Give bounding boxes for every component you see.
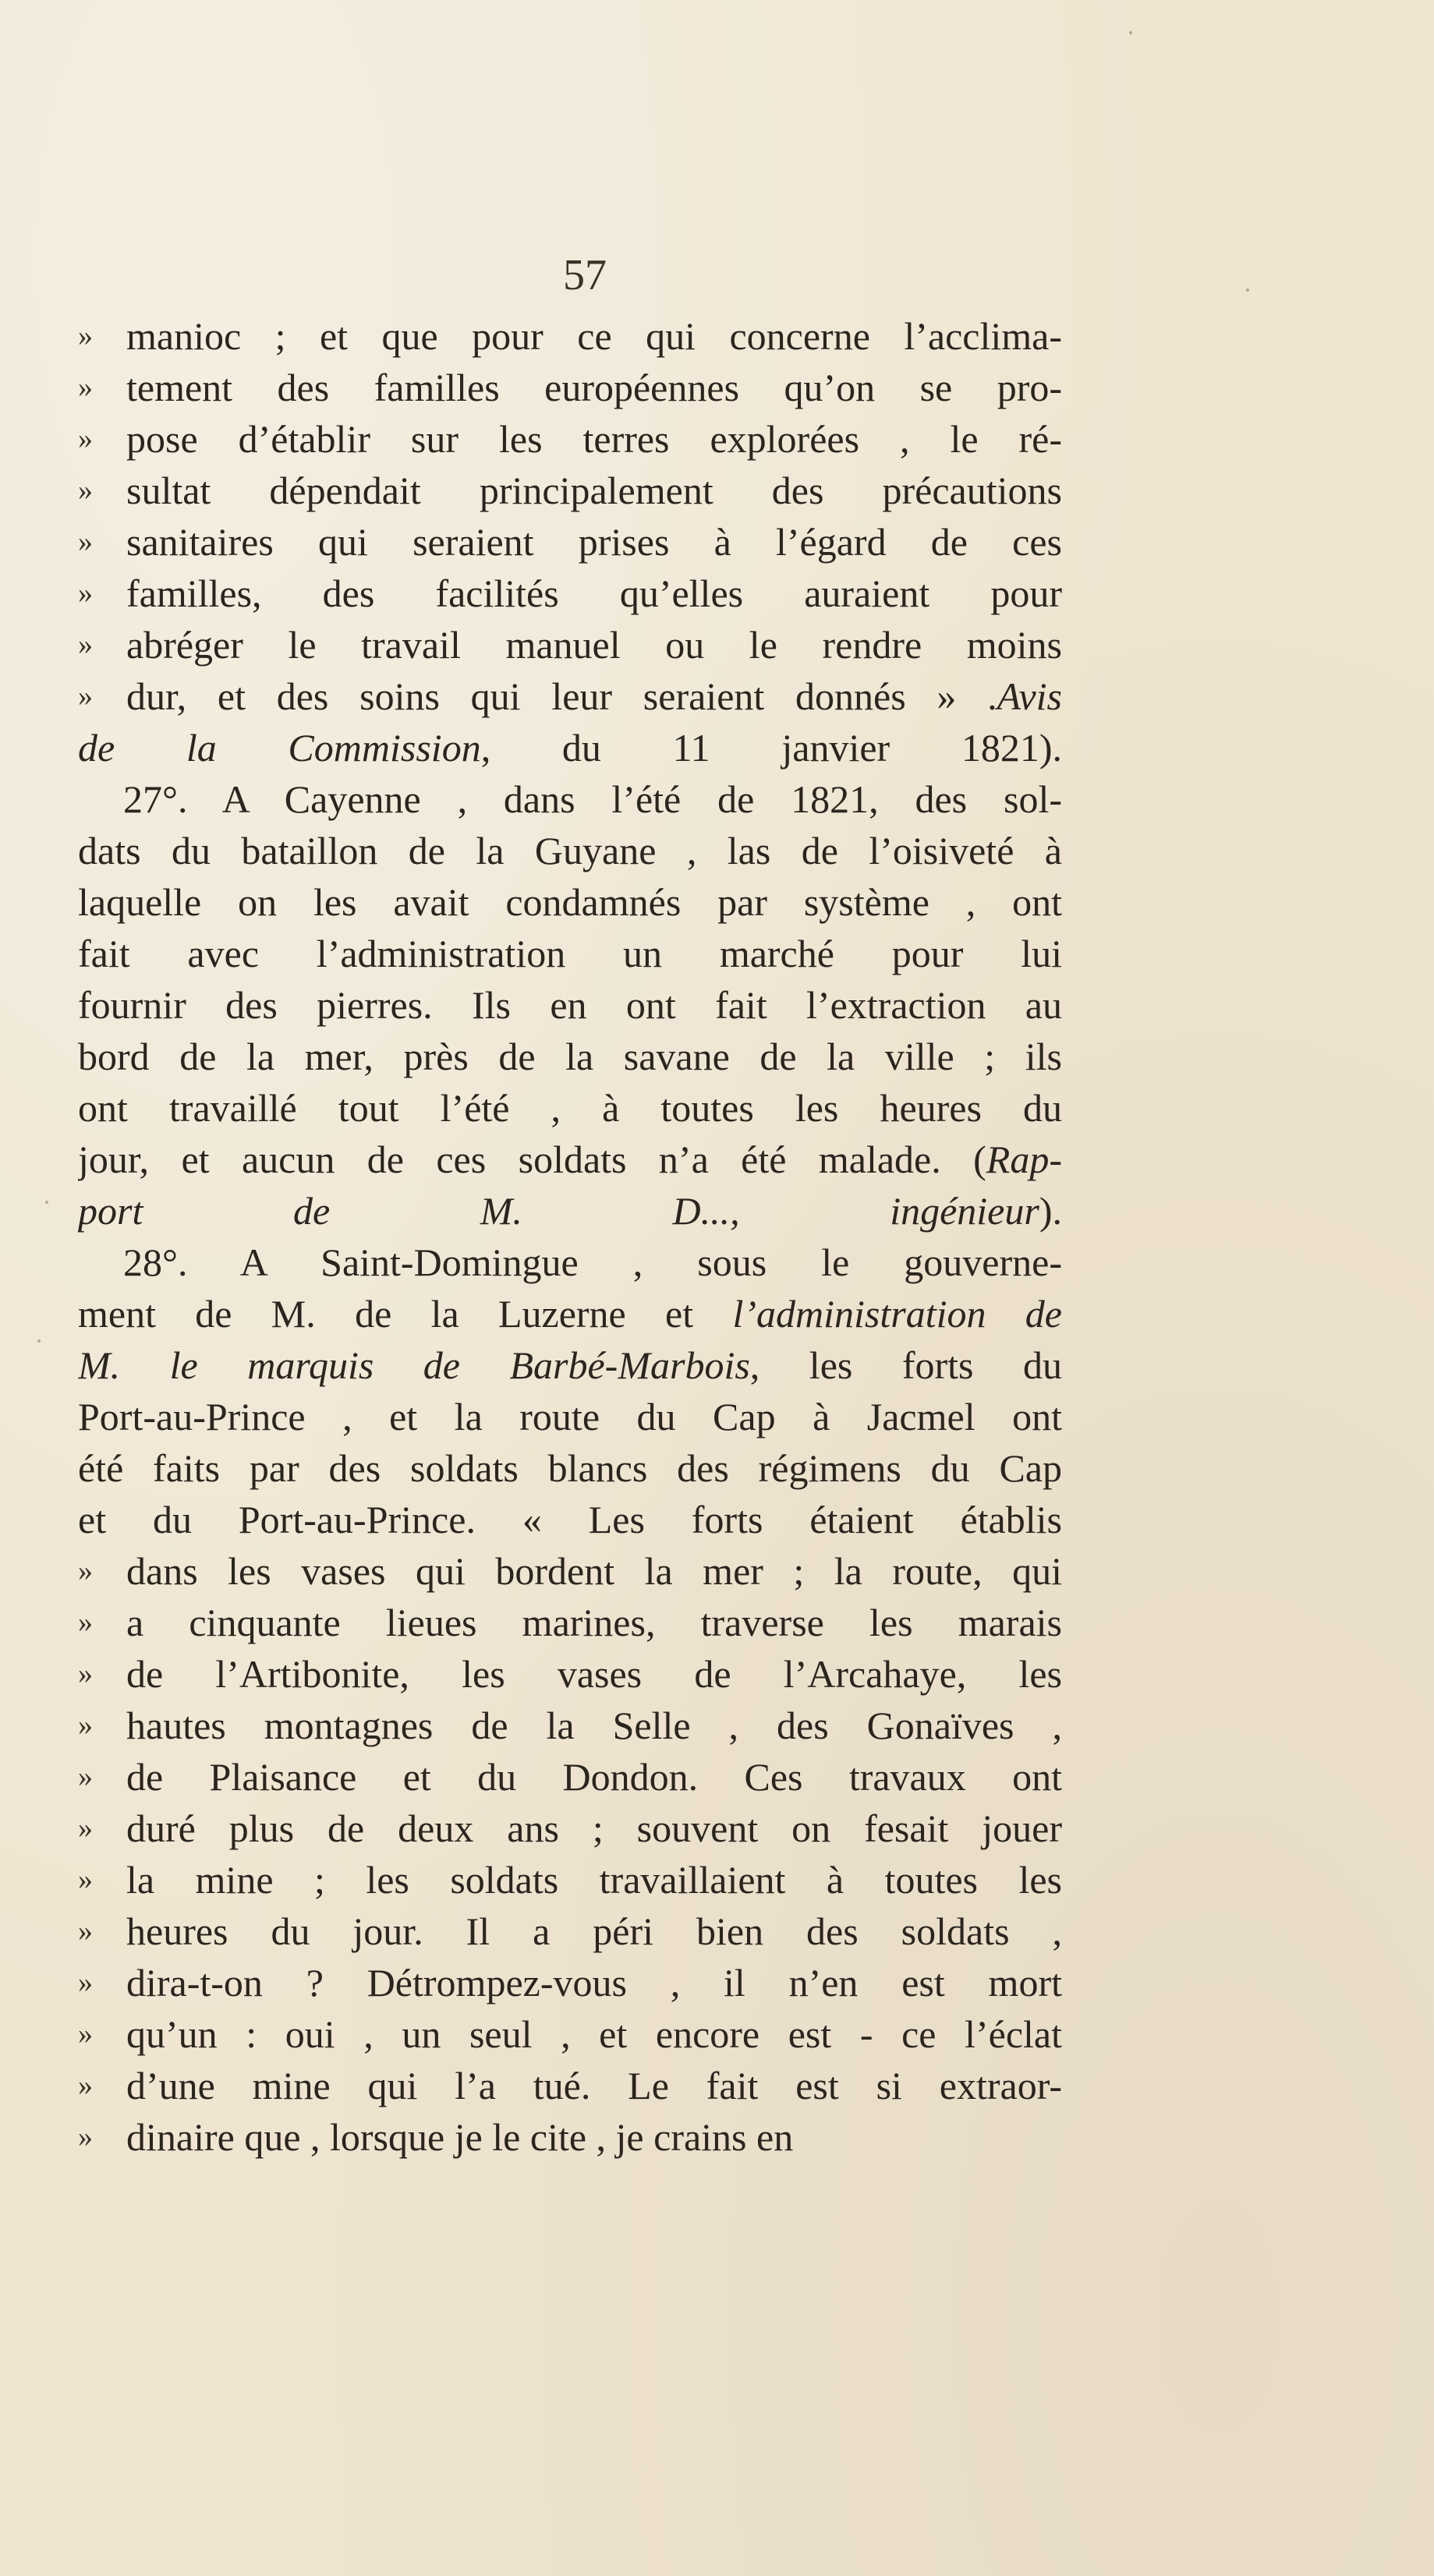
text-line (78, 773, 1062, 825)
quote-mark: » (78, 1606, 93, 1639)
line-text (126, 310, 1062, 362)
text-line (78, 2111, 1062, 2163)
quote-mark: » (78, 628, 93, 661)
line-text (78, 928, 1062, 979)
roman-text: 28°. A Saint-Domingue , sous le gouverne- (123, 1240, 1062, 1284)
line-text (126, 568, 1062, 619)
roman-text: , les forts du (749, 1343, 1062, 1387)
roman-text: dinaire que , lorsque je le cite , je crains en (126, 2115, 794, 2159)
text-line (78, 1905, 1062, 1957)
text-line (78, 722, 1062, 773)
line-text (78, 1442, 1062, 1494)
roman-text: de l’Artibonite, les vases de l’Arcahaye, les (126, 1652, 1062, 1696)
text-line (78, 979, 1062, 1031)
text-line (78, 1391, 1062, 1442)
line-text (78, 1237, 1062, 1288)
text-line (78, 465, 1062, 516)
roman-text: fait avec l’administration un marché pour lui (78, 932, 1062, 975)
line-text (126, 1957, 1062, 2008)
text-line (78, 413, 1062, 465)
italic-text: port de M. D..., ingénieur (78, 1189, 1039, 1233)
quote-mark: » (78, 1966, 93, 1999)
roman-text: de Plaisance et du Dondon. Ces travaux ont (126, 1755, 1062, 1799)
text-line (78, 2008, 1062, 2060)
line-text (126, 1854, 1062, 1905)
roman-text: , du 11 janvier 1821). (480, 726, 1062, 770)
italic-text: M. le marquis de Barbé-Marbois (78, 1343, 750, 1387)
quote-mark: » (78, 2018, 93, 2051)
text-line (78, 1339, 1062, 1391)
text-line (78, 1957, 1062, 2008)
line-text (78, 1339, 1062, 1391)
line-text (78, 876, 1062, 928)
roman-text: dats du bataillon de la Guyane , las de l’oisiveté à (78, 829, 1062, 872)
line-text (78, 773, 1062, 825)
quote-mark: » (78, 320, 93, 352)
text-line (78, 1031, 1062, 1082)
line-text (126, 1597, 1062, 1648)
text-line (78, 1237, 1062, 1288)
line-text (78, 1391, 1062, 1442)
line-text (78, 825, 1062, 876)
paper-speck (1129, 31, 1132, 34)
quote-mark: » (78, 423, 93, 455)
paper-speck (37, 1339, 41, 1343)
text-line (78, 1442, 1062, 1494)
text-line (78, 876, 1062, 928)
roman-text: laquelle on les avait condamnés par système , ont (78, 880, 1062, 924)
quote-mark: » (78, 1915, 93, 1948)
line-text (126, 2060, 1062, 2111)
italic-text: de la Commission (78, 726, 481, 770)
line-text (78, 1494, 1062, 1545)
text-line (78, 1082, 1062, 1134)
text-line (78, 619, 1062, 671)
quote-mark: » (78, 2069, 93, 2102)
text-line (78, 1288, 1062, 1339)
roman-text: abréger le travail manuel ou le rendre moins (126, 623, 1062, 667)
italic-text: l’administration de (732, 1292, 1062, 1336)
line-text (78, 979, 1062, 1031)
quote-mark: » (78, 1863, 93, 1896)
roman-text: la mine ; les soldats travaillaient à toutes les (126, 1858, 1062, 1902)
quote-mark: » (78, 371, 93, 404)
line-text (126, 619, 1062, 671)
line-text (78, 722, 1062, 773)
quote-mark: » (78, 474, 93, 507)
text-line (78, 1854, 1062, 1905)
text-line (78, 928, 1062, 979)
text-line (78, 1494, 1062, 1545)
roman-text: jour, et aucun de ces soldats n’a été malade. ( (78, 1138, 986, 1181)
line-text (126, 1700, 1062, 1751)
line-text (126, 413, 1062, 465)
text-line (78, 1648, 1062, 1700)
body-text (78, 310, 1062, 2163)
roman-text: bord de la mer, près de la savane de la ville ; ils (78, 1035, 1062, 1078)
line-text (126, 2111, 1062, 2163)
text-line (78, 825, 1062, 876)
roman-text: duré plus de deux ans ; souvent on fesait jouer (126, 1806, 1062, 1850)
roman-text: sultat dépendait principalement des précautions (126, 469, 1062, 512)
text-line (78, 2060, 1062, 2111)
text-line (78, 1185, 1062, 1237)
quote-mark: » (78, 2121, 93, 2153)
quote-mark: » (78, 1812, 93, 1845)
line-text (126, 1905, 1062, 1957)
text-line (78, 1751, 1062, 1803)
line-text (78, 1082, 1062, 1134)
text-line (78, 568, 1062, 619)
line-text (78, 1031, 1062, 1082)
roman-text: manioc ; et que pour ce qui concerne l’acclima- (126, 314, 1062, 358)
quote-mark: » (78, 1709, 93, 1742)
roman-text: dans les vases qui bordent la mer ; la route, qui (126, 1549, 1062, 1593)
roman-text: dira-t-on ? Détrompez-vous , il n’en est mort (126, 1961, 1062, 2005)
line-text (126, 1648, 1062, 1700)
quote-mark: » (78, 577, 93, 610)
roman-text: d’une mine qui l’a tué. Le fait est si extraor- (126, 2064, 1062, 2107)
italic-text: Avis (997, 674, 1062, 718)
roman-text: été faits par des soldats blancs des régimens du Cap (78, 1446, 1062, 1490)
roman-text: Port-au-Prince , et la route du Cap à Jacmel ont (78, 1395, 1062, 1438)
roman-text: sanitaires qui seraient prises à l’égard de ces (126, 520, 1062, 564)
quote-mark: » (78, 525, 93, 558)
line-text (126, 1803, 1062, 1854)
roman-text: a cinquante lieues marines, traverse les marais (126, 1601, 1062, 1644)
roman-text: 27°. A Cayenne , dans l’été de 1821, des sol- (123, 777, 1062, 821)
roman-text: dur, et des soins qui leur seraient donnés » . (126, 674, 997, 718)
text-line (78, 671, 1062, 722)
text-line (78, 1545, 1062, 1597)
roman-text: et du Port-au-Prince. « Les forts étaient établis (78, 1498, 1062, 1541)
line-text (126, 1751, 1062, 1803)
text-line (78, 516, 1062, 568)
line-text (126, 362, 1062, 413)
page-number: 57 (563, 251, 607, 299)
roman-text: hautes montagnes de la Selle , des Gonaïves , (126, 1704, 1062, 1747)
roman-text: heures du jour. Il a péri bien des soldats , (126, 1909, 1062, 1953)
roman-text: familles, des facilités qu’elles auraient pour (126, 571, 1062, 615)
line-text (78, 1185, 1062, 1237)
quote-mark: » (78, 1555, 93, 1587)
line-text (78, 1134, 1062, 1185)
paper-speck (45, 1201, 48, 1204)
line-text (126, 2008, 1062, 2060)
paper-speck (1246, 288, 1249, 292)
roman-text: ont travaillé tout l’été , à toutes les heures du (78, 1086, 1062, 1130)
quote-mark: » (78, 680, 93, 713)
roman-text: ). (1039, 1189, 1062, 1233)
quote-mark: » (78, 1760, 93, 1793)
quote-mark: » (78, 1658, 93, 1690)
text-line (78, 1134, 1062, 1185)
text-line (78, 1803, 1062, 1854)
text-line (78, 362, 1062, 413)
text-line (78, 1597, 1062, 1648)
line-text (78, 1288, 1062, 1339)
roman-text: ment de M. de la Luzerne et (78, 1292, 733, 1336)
roman-text: fournir des pierres. Ils en ont fait l’extraction au (78, 983, 1062, 1027)
line-text (126, 671, 1062, 722)
text-line (78, 1700, 1062, 1751)
roman-text: qu’un : oui , un seul , et encore est - ce l’éclat (126, 2012, 1062, 2056)
line-text (126, 1545, 1062, 1597)
roman-text: tement des familles européennes qu’on se pro- (126, 366, 1062, 409)
roman-text: pose d’établir sur les terres explorées , le ré- (126, 417, 1062, 461)
text-line (78, 310, 1062, 362)
line-text (126, 465, 1062, 516)
italic-text: Rap- (986, 1138, 1062, 1181)
line-text (126, 516, 1062, 568)
